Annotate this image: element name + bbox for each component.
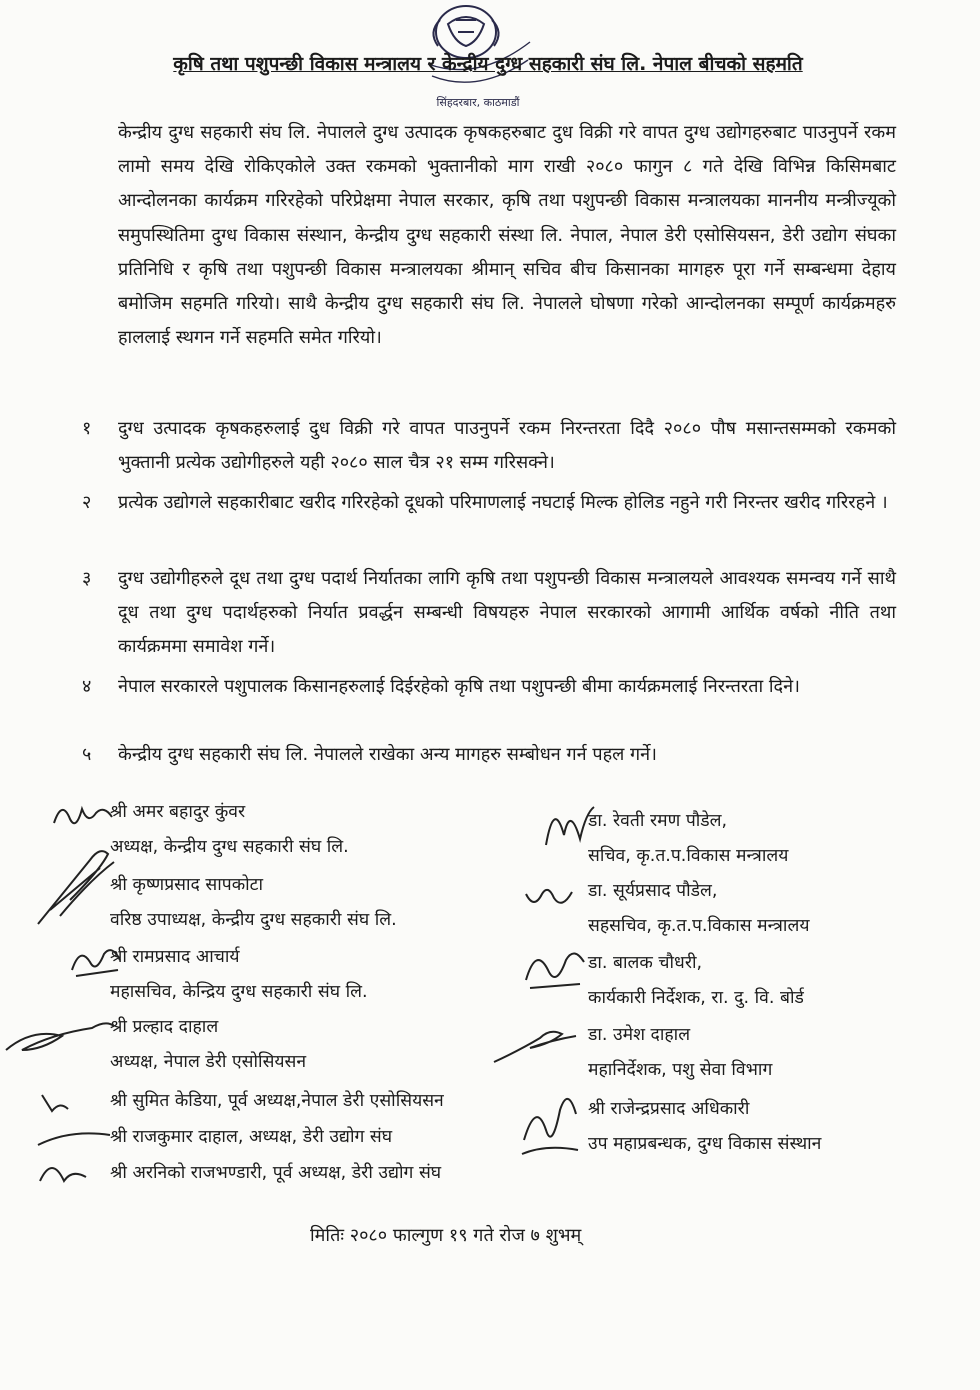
agreement-point <box>82 738 896 772</box>
signatory-name: श्री प्रल्हाद दाहाल <box>110 1017 219 1037</box>
signatory-name: श्री अमर बहादुर कुंवर <box>110 802 246 822</box>
signatory-right-5 <box>588 1092 821 1161</box>
signatory-right-3 <box>588 946 804 1015</box>
agreement-point <box>82 412 896 480</box>
signatory-left-1 <box>110 795 349 864</box>
signatory-name: डा. सूर्यप्रसाद पौडेल, <box>588 881 718 901</box>
agreement-point <box>82 486 896 520</box>
signatory-role: कार्यकारी निर्देशक, रा. दु. वि. बोर्ड <box>588 987 804 1008</box>
signatory-right-1 <box>588 804 788 873</box>
handwritten-signature <box>50 795 120 835</box>
handwritten-signature <box>520 940 590 1000</box>
point-text: प्रत्येक उद्योगले सहकारीबाट खरीद गरिरहेको दूधको परिमाणलाई नघटाई मिल्क होलिड नहुने गरी निरन्तर खरीद गरिरहने । <box>118 492 888 513</box>
point-number: २ <box>82 492 92 513</box>
point-text: दुग्ध उद्योगीहरुले दूध तथा दुग्ध पदार्थ निर्यातका लागि कृषि तथा पशुपन्छी विकास मन्त्रालयले आवश्यक समन्वय गर्ने साथै दूध तथा दुग्ध पदार्थहरुको निर्यात प्रवर्द्धन सम्बन्धी विषयहरु नेपाल सरकारको आगामी आर्थिक वर्षको नीति तथा कार्यक्रममा समावेश गर्ने। <box>118 568 896 657</box>
signatory-right-4 <box>588 1018 772 1087</box>
handwritten-signature <box>66 940 126 984</box>
point-text: नेपाल सरकारले पशुपालक किसानहरुलाई दिईरहेको कृषि तथा पशुपन्छी बीमा कार्यक्रमलाई निरन्तरता दिने। <box>118 676 800 697</box>
signatory-left-6: श्री राजकुमार दाहाल, अध्यक्ष, डेरी उद्योग संघ <box>110 1127 393 1147</box>
signatory-role: वरिष्ठ उपाध्यक्ष, केन्द्रीय दुग्ध सहकारी संघ लि. <box>110 909 397 930</box>
handwritten-signature <box>30 840 120 930</box>
signatory-left-4 <box>110 1010 306 1079</box>
signatory-name: डा. बालक चौधरी, <box>588 953 703 973</box>
signatory-left-5: श्री सुमित केडिया, पूर्व अध्यक्ष,नेपाल डेरी एसोसियसन <box>110 1091 444 1111</box>
signatory-name: श्री रामप्रसाद आचार्य <box>110 947 240 967</box>
agreement-point <box>82 670 896 704</box>
signatory-role: उप महाप्रबन्धक, दुग्ध विकास संस्थान <box>588 1133 822 1154</box>
handwritten-signature <box>490 1020 580 1070</box>
signatory-role: सचिव, कृ.त.प.विकास मन्त्रालय <box>588 845 789 866</box>
signatory-role: सहसचिव, कृ.त.प.विकास मन्त्रालय <box>588 915 810 936</box>
signatory-name: श्री कृष्णप्रसाद सापकोटा <box>110 875 264 895</box>
point-text: केन्द्रीय दुग्ध सहकारी संघ लि. नेपालले राखेका अन्य मागहरु सम्बोधन गर्न पहल गर्ने। <box>118 744 657 765</box>
signatory-name: डा. उमेश दाहाल <box>588 1025 691 1045</box>
document-date: मितिः २०८० फाल्गुण १९ गते रोज ७ शुभम् <box>310 1225 582 1246</box>
agreement-point <box>82 562 896 664</box>
point-number: ३ <box>82 568 92 589</box>
handwritten-signature <box>520 880 580 916</box>
signatory-right-2 <box>588 874 809 943</box>
document-title: कृषि तथा पशुपन्छी विकास मन्त्रालय र केन्द्रीय दुग्ध सहकारी संघ लि. नेपाल बीचको सहमति <box>173 53 803 75</box>
signatory-role: महासचिव, केन्द्रिय दुग्ध सहकारी संघ लि. <box>110 981 368 1002</box>
intro-paragraph: केन्द्रीय दुग्ध सहकारी संघ लि. नेपालले दुग्ध उत्पादक कृषकहरुबाट दुध विक्री गरे वापत दुग्ध उद्योगहरुबाट पाउनुपर्ने रकम लामो समय देखि रोकिएकोले उक्त रकमको भुक्तानीको माग राखी २०८० फागुन ८ गते देखि विभिन्न किसिमबाट आन्दोलनका कार्यक्रम गरिरहेको परिप्रेक्षमा नेपाल सरकार, कृषि तथा पशुपन्छी विकास मन्त्रालयका माननीय मन्त्रीज्यूको समुपस्थितिमा दुग्ध विकास संस्थान, केन्द्रीय दुग्ध सहकारी संस्था लि. नेपाल, नेपाल डेरी एसोसियसन, डेरी उद्योग संघका प्रतिनिधि र कृषि तथा पशुपन्छी विकास मन्त्रालयका श्रीमान् सचिव बीच किसानका मागहरु पूरा गर्ने सम्बन्धमा देहाय बमोजिम सहमति गरियो। साथै केन्द्रीय दुग्ध सहकारी संघ लि. नेपालले घोषणा गरेको आन्दोलनका सम्पूर्ण कार्यक्रमहरु हाललाई स्थगन गर्ने सहमति समेत गरियो। <box>118 122 896 349</box>
signatory-left-7: श्री अरनिको राजभण्डारी, पूर्व अध्यक्ष, डेरी उद्योग संघ <box>110 1163 442 1183</box>
signatory-role: अध्यक्ष, केन्द्रीय दुग्ध सहकारी संघ लि. <box>110 836 349 857</box>
signatory-name: डा. रेवती रमण पौडेल, <box>588 811 728 831</box>
seal-location-text: सिंहदरबार, काठमाडौं <box>436 96 520 109</box>
signatory-left-3 <box>110 940 368 1009</box>
handwritten-signature <box>516 1080 586 1170</box>
handwritten-signature <box>540 795 600 855</box>
signatory-left-2 <box>110 868 397 937</box>
point-number: १ <box>82 418 92 439</box>
signatory-role: अध्यक्ष, नेपाल डेरी एसोसियसन <box>110 1051 307 1072</box>
handwritten-signature <box>2 1010 122 1060</box>
point-number: ४ <box>82 676 92 697</box>
signatory-role: महानिर्देशक, पशु सेवा विभाग <box>588 1059 773 1080</box>
point-text: दुग्ध उत्पादक कृषकहरुलाई दुध विक्री गरे वापत पाउनुपर्ने रकम निरन्तरता दिदै २०८० पौष मसान्तसम्मको रकमको भुक्तानी प्रत्येक उद्योगीहरुले यही २०८० साल चैत्र २१ सम्म गरिसक्ने। <box>118 418 896 473</box>
point-number: ५ <box>82 744 92 765</box>
signatory-name: श्री राजेन्द्रप्रसाद अधिकारी <box>588 1099 750 1119</box>
handwritten-signature <box>30 1085 120 1195</box>
